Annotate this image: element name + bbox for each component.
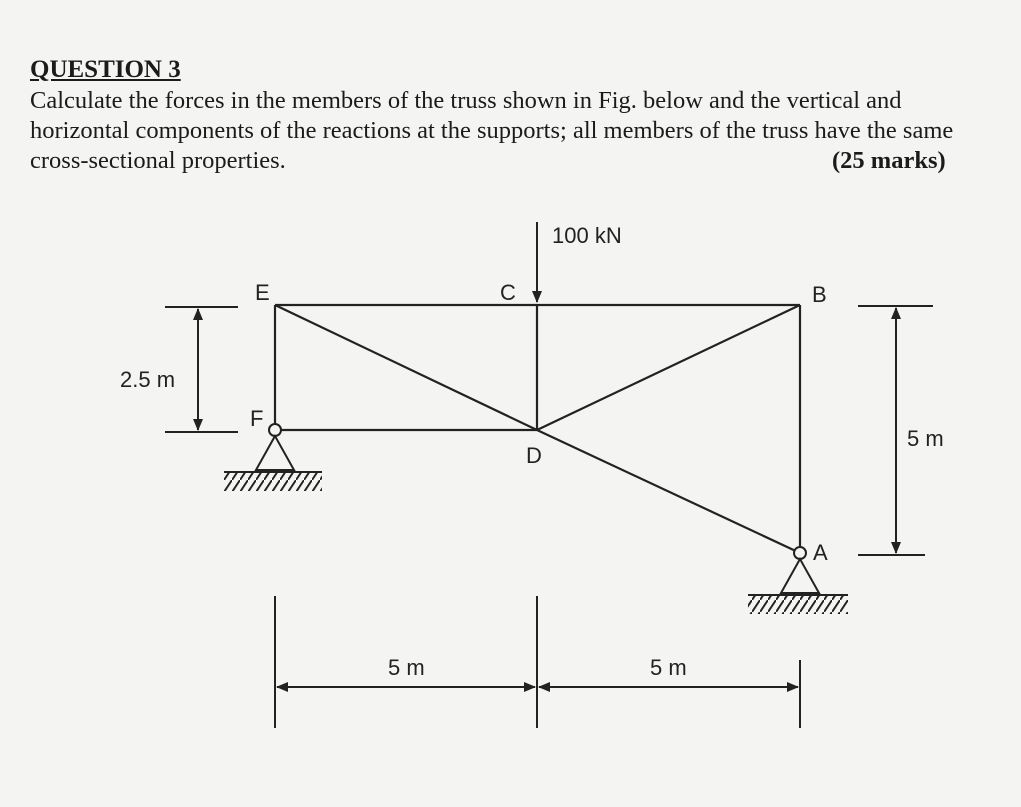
question-text: Calculate the forces in the members of the truss shown in Fig. below and the vertical and horizontal components of the reactions at the supports; all members of the truss have the same cross-sectional properties. — [30, 87, 954, 174]
dimension-left-height-label: 2.5 m — [120, 367, 176, 392]
node-label-B: B — [812, 282, 827, 307]
member-DA — [537, 430, 800, 553]
dimension-left-height — [165, 307, 238, 432]
marks-label: (25 marks) — [832, 147, 946, 174]
node-label-A: A — [813, 540, 828, 565]
question-heading: QUESTION 3 — [30, 56, 181, 83]
dimension-span-right-label: 5 m — [650, 655, 687, 680]
dimension-right-height-label: 5 m — [907, 426, 944, 451]
node-label-C: C — [500, 280, 516, 305]
member-DB — [537, 305, 800, 430]
pin-support-F — [224, 424, 322, 491]
member-ED — [275, 305, 537, 430]
load-label: 100 kN — [552, 223, 622, 248]
node-label-F: F — [250, 406, 264, 431]
node-label-E: E — [255, 280, 270, 305]
dimension-spans — [275, 596, 800, 728]
pin-support-A — [748, 547, 848, 614]
node-label-D: D — [526, 443, 542, 468]
dimension-span-left-label: 5 m — [388, 655, 425, 680]
